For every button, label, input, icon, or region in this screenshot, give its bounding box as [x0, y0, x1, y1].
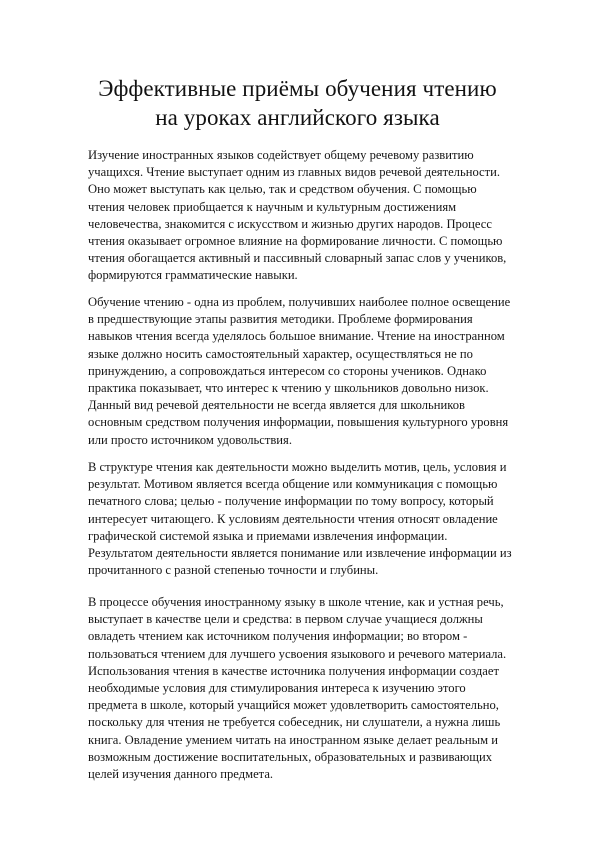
- text-line: графической системой языка и приемами извлечения информации.: [88, 528, 448, 543]
- paragraph-reading-benefits: [88, 147, 558, 285]
- paragraph-reading-in-school: [88, 594, 558, 783]
- text-line: принуждению, а сопровождаться интересом со стороны учеников. Однако: [88, 363, 487, 378]
- paragraph-reading-structure: [88, 459, 558, 579]
- text-line: Данный вид речевой деятельности не всегда является для школьников: [88, 398, 465, 413]
- text-line: необходимые условия для стимулирования интереса к изучению этого: [88, 681, 466, 696]
- title-line: на уроках английского языка: [155, 105, 440, 130]
- text-line: поскольку для чтения не требуется собеседник, ни слушатели, а нужна лишь: [88, 715, 501, 730]
- text-line: формируются грамматические навыки.: [88, 268, 298, 283]
- text-line: в предшествующие этапы развития методики. Проблеме формирования: [88, 312, 473, 327]
- text-line: В структуре чтения как деятельности можно выделить мотив, цель, условия и: [88, 460, 507, 474]
- text-line: Изучение иностранных языков содействует общему речевому развитию: [88, 148, 474, 162]
- text-line: или просто источником удовольствия.: [88, 432, 292, 447]
- text-line: возможным достижение воспитательных, образовательных и развивающих: [88, 749, 493, 764]
- text-line: Обучение чтению - одна из проблем, получивших наиболее полное освещение: [88, 295, 511, 309]
- text-line: Оно может выступать как целью, так и средством обучения. С помощью: [88, 182, 477, 197]
- text-line: чтения оказывает огромное влияние на формирование личности. С помощью: [88, 234, 503, 249]
- text-line: предмета в школе, который учащийся может удовлетворить самостоятельно,: [88, 698, 499, 713]
- text-line: интересует читающего. К условиям деятельности чтения относят овладение: [88, 511, 498, 526]
- text-line: книга. Овладение умением читать на иностранном языке делает реальным и: [88, 732, 498, 747]
- text-line: практика показывает, что интерес к чтению у школьников довольно низок.: [88, 381, 489, 396]
- paragraph-reading-problem: [88, 294, 558, 449]
- text-line: языке должно носить самостоятельный характер, осуществляться не по: [88, 346, 473, 361]
- text-line: В процессе обучения иностранному языку в школе чтение, как и устная речь,: [88, 595, 504, 609]
- text-line: чтения человек приобщается к научным и культурным достижениям: [88, 199, 457, 214]
- text-line: печатного слова; целью - получение информации по тому вопросу, который: [88, 494, 494, 509]
- text-line: овладеть чтением как источником получения информации; во втором -: [88, 629, 468, 644]
- text-line: пользоваться чтением для лучшего усвоения языкового и речевого материала.: [88, 646, 507, 661]
- text-line: основным средством получения информации, повышения культурного уровня: [88, 415, 509, 430]
- text-line: человечества, знакомится с искусством и жизнью других народов. Процесс: [88, 216, 492, 231]
- text-line: выступает в качестве цели и средства: в первом случае учащиеся должны: [88, 612, 483, 627]
- text-line: результат. Мотивом является всегда общение или коммуникация с помощью: [88, 477, 498, 492]
- text-line: целей изучения данного предмета.: [88, 767, 274, 782]
- text-line: прочитанного с разной степенью точности и глубины.: [88, 563, 379, 578]
- document-title: [40, 74, 555, 132]
- text-line: навыков чтения всегда уделялось большое внимание. Чтение на иностранном: [88, 329, 505, 344]
- text-line: учащихся. Чтение выступает одним из главных видов речевой деятельности.: [88, 165, 501, 180]
- text-line: чтения обогащается активный и пассивный словарный запас слов у учеников,: [88, 251, 507, 266]
- title-line: Эффективные приёмы обучения чтению: [98, 76, 497, 101]
- text-line: Использования чтения в качестве источника получения информации создает: [88, 663, 499, 678]
- text-line: Результатом деятельности является понимание или извлечение информации из: [88, 546, 512, 561]
